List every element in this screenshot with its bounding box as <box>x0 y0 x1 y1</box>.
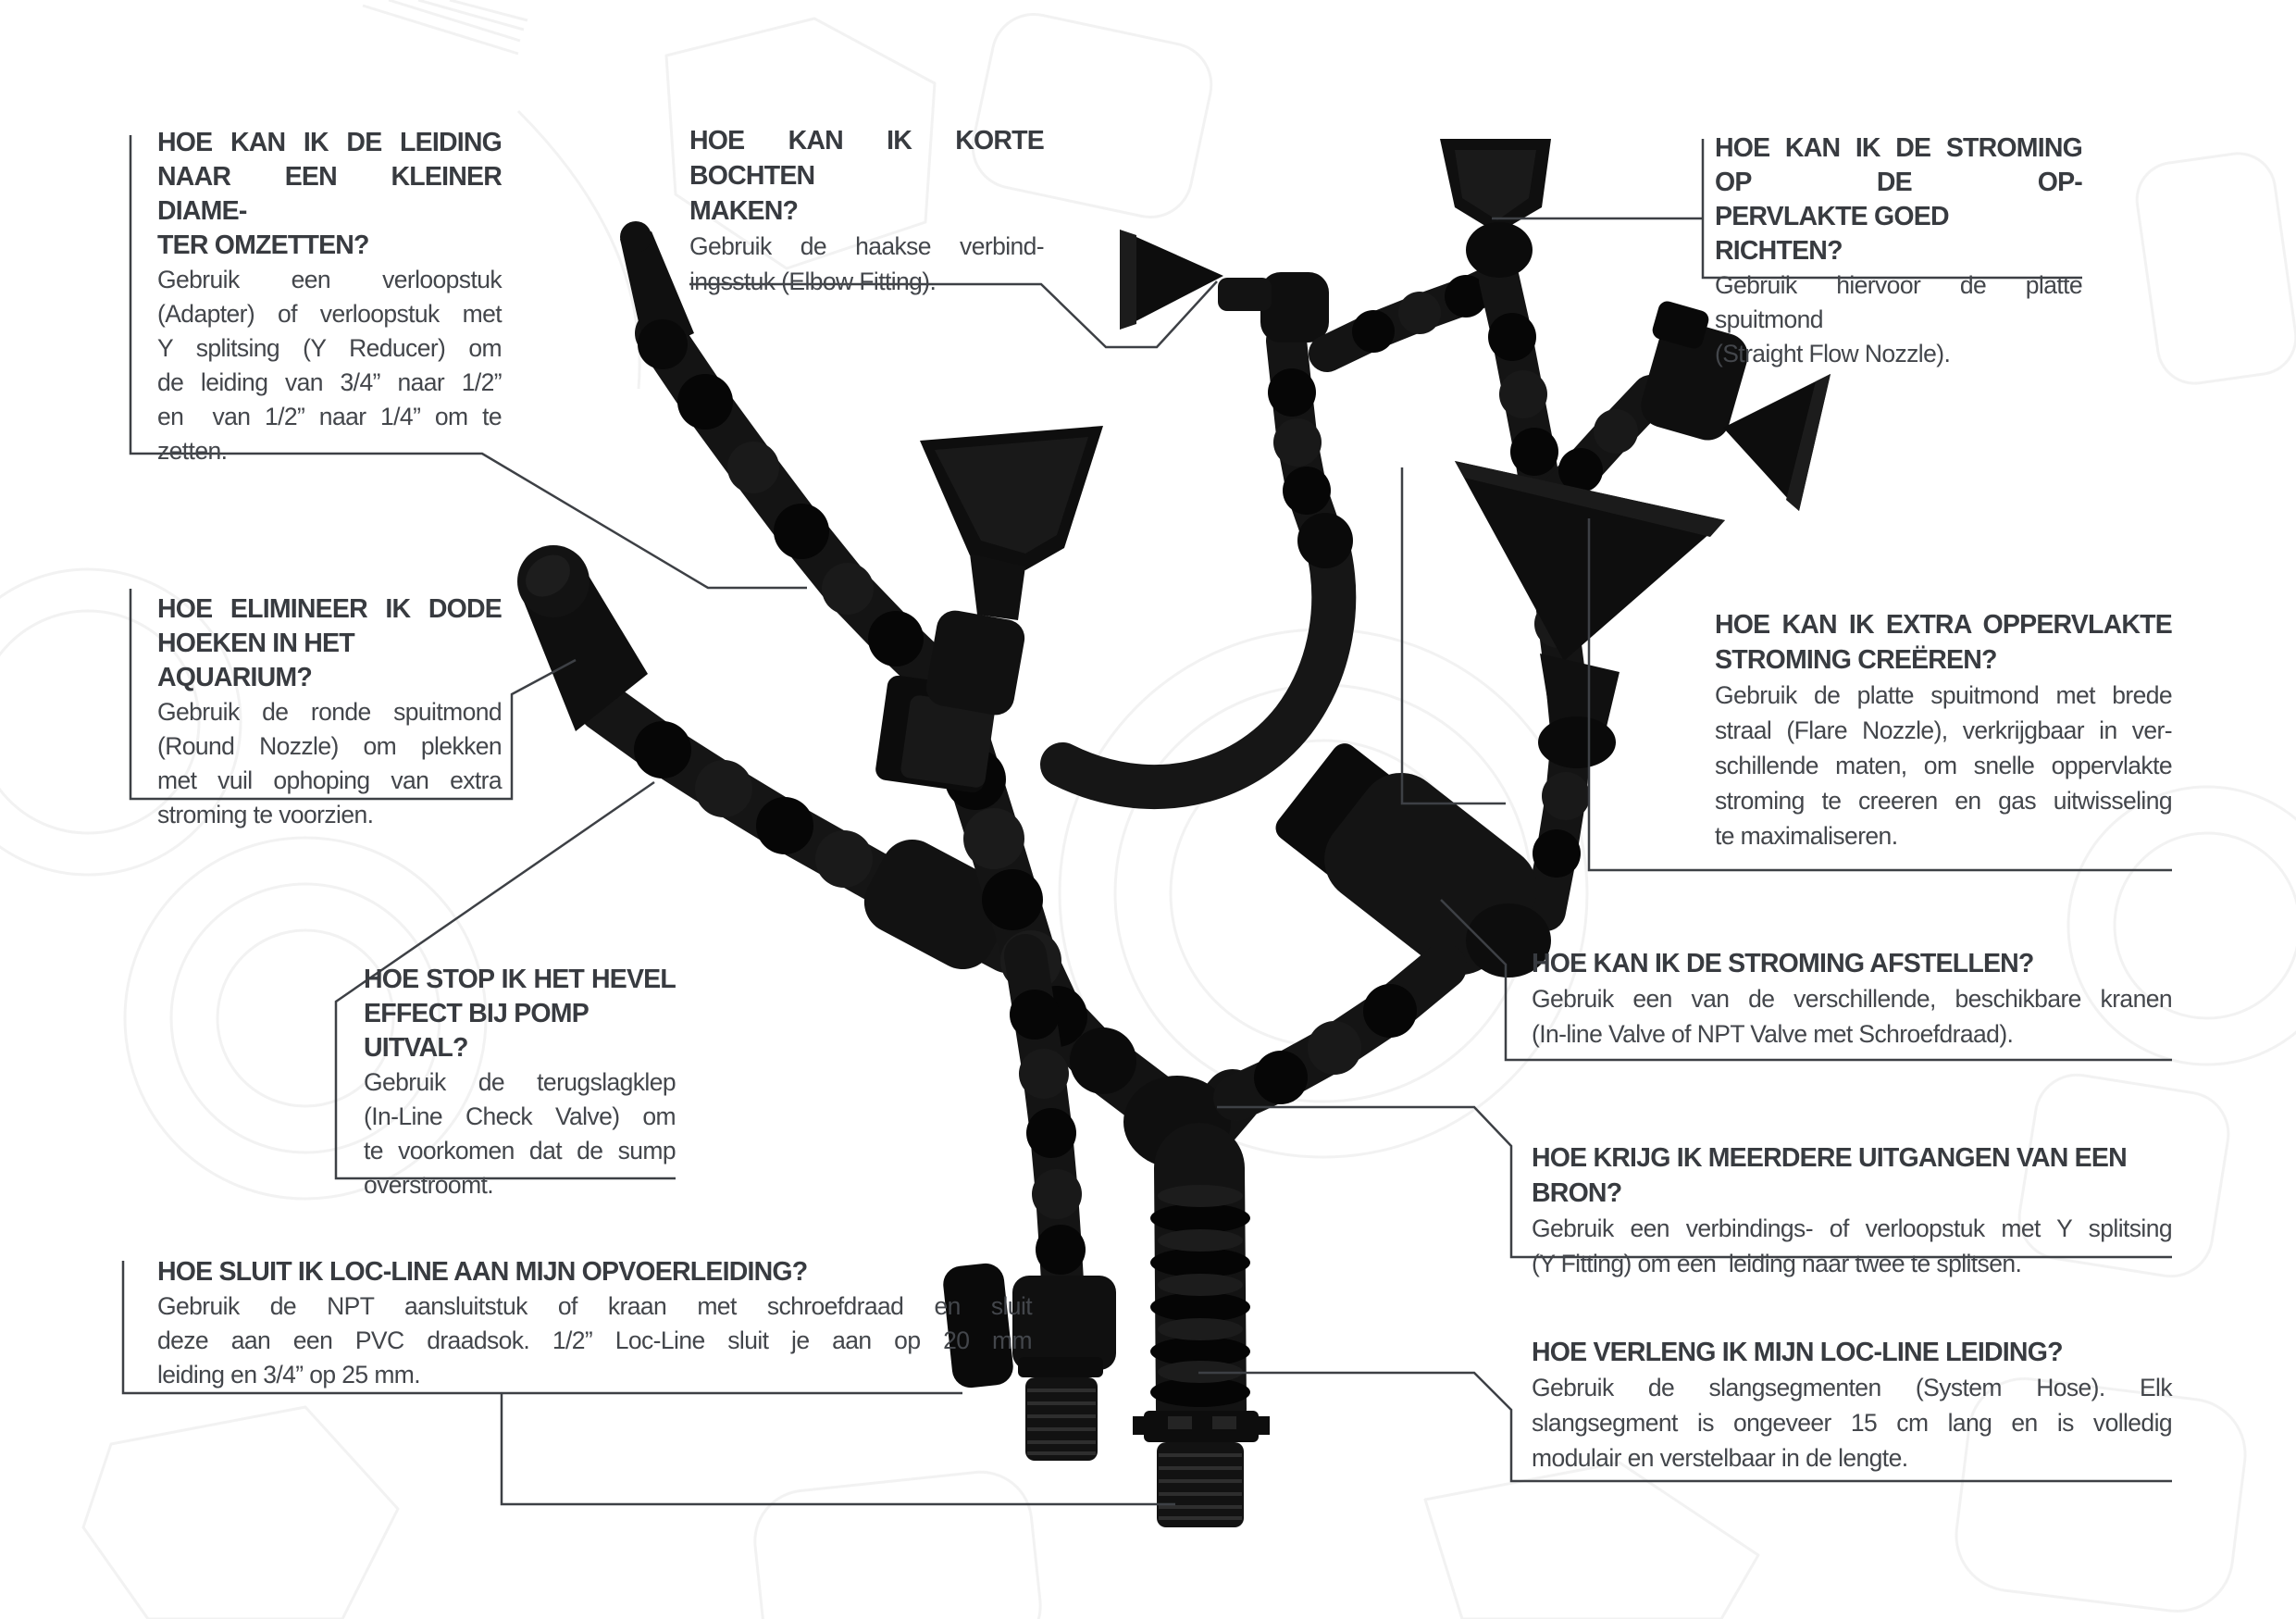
callout-body <box>364 1065 676 1202</box>
text-line: te voorkomen dat de sump <box>364 1137 676 1164</box>
text-line: deze aan een PVC draadsok. 1/2” Loc-Line sluit je aan op 20 mm <box>157 1326 1032 1354</box>
callout-flow-adjustment <box>1532 946 2172 1052</box>
text-line: HOE KAN IK DE LEIDING <box>157 128 502 157</box>
text-line: overstroomt. <box>364 1171 494 1199</box>
text-line: HOE VERLENG IK MIJN LOC-LINE LEIDING? <box>1532 1338 2063 1367</box>
text-line: Gebruik de NPT aansluitstuk of kraan met schroefdraad en sluit <box>157 1292 1032 1320</box>
text-line: en van 1/2” naar 1/4” om te <box>157 403 502 430</box>
text-line: Gebruik de ronde spuitmond <box>157 698 502 726</box>
text-line: schillende maten, om snelle oppervlakte <box>1715 752 2172 779</box>
callout-body <box>1532 1211 2172 1281</box>
callout-title <box>157 1255 1032 1289</box>
text-line: (Round Nozzle) om plekken <box>157 732 502 760</box>
callout-surface-flow-direction <box>1715 131 2090 371</box>
elbow-arm <box>1120 230 1353 568</box>
callout-title <box>1532 1335 2172 1370</box>
text-line: (Y Fitting) om een leiding naar twee te splitsen. <box>1532 1250 2022 1277</box>
text-line: Gebruik een van de verschillende, beschikbare kranen <box>1532 985 2172 1013</box>
callout-body <box>157 1289 1032 1392</box>
text-line: (In-line Valve of NPT Valve met Schroefdraad). <box>1532 1020 2014 1048</box>
text-line: Gebruik een verloopstuk <box>157 266 502 293</box>
text-line: stroming te voorzien. <box>157 801 374 828</box>
text-line: stroming te creeren en gas uitwisseling <box>1715 787 2172 815</box>
text-line: MAKEN? <box>689 196 799 226</box>
callout-body <box>1715 678 2172 853</box>
text-line: de leiding van 3/4” naar 1/2” <box>157 368 502 396</box>
callout-extra-surface-flow <box>1715 607 2172 853</box>
text-line: te maximaliseren. <box>1715 822 1898 850</box>
callout-title <box>157 126 509 263</box>
callout-multiple-outlets <box>1532 1140 2172 1281</box>
text-line: HOE KRIJG IK MEERDERE UITGANGEN VAN EEN BRON? <box>1532 1143 2133 1208</box>
text-line: NAAR EEN KLEINER DIAME- <box>157 162 509 226</box>
callout-title <box>1715 131 2090 268</box>
text-line: HOE ELIMINEER IK DODE <box>157 594 502 624</box>
text-line: PERVLAKTE GOED RICHTEN? <box>1715 202 1955 266</box>
callout-title <box>364 963 676 1065</box>
text-line: (In-Line Check Valve) om <box>364 1102 676 1130</box>
text-line: (Straight Flow Nozzle). <box>1715 340 1951 367</box>
text-line: (Adapter) of verloopstuk met <box>157 300 502 328</box>
text-line: modulair en verstelbaar in de lengte. <box>1532 1444 1908 1472</box>
callout-extend-line <box>1532 1335 2172 1476</box>
text-line: slangsegment is ongeveer 15 cm lang en is volledig <box>1532 1409 2172 1437</box>
flat-nozzle-center <box>920 426 1103 718</box>
callout-body <box>689 229 1044 299</box>
callout-body <box>157 263 502 468</box>
text-line: Gebruik hiervoor de platte spuitmond <box>1715 271 2089 333</box>
inline-valve-large <box>1271 738 1555 991</box>
callout-body <box>1532 981 2172 1052</box>
text-line: Gebruik de slangsegmenten (System Hose). Elk <box>1532 1374 2172 1401</box>
text-line: leiding en 3/4” op 25 mm. <box>157 1361 421 1389</box>
callout-title <box>1715 607 2172 678</box>
bridge-arm <box>1327 275 1494 354</box>
callout-title <box>689 123 1051 229</box>
text-line: HOE KAN IK EXTRA OPPERVLAKTE <box>1715 610 2172 640</box>
trunk-system-hose <box>1133 1168 1270 1527</box>
text-line: Y splitsing (Y Reducer) om <box>157 334 502 362</box>
text-line: Gebruik de platte spuitmond met brede <box>1715 681 2172 709</box>
text-line: HOE SLUIT IK LOC-LINE AAN MIJN OPVOERLEIDING? <box>157 1257 808 1287</box>
text-line: HOE KAN IK DE STROMING OP DE OP- <box>1715 133 2090 197</box>
text-line: EFFECT BIJ POMP UITVAL? <box>364 999 595 1063</box>
text-line: HOEKEN IN HET AQUARIUM? <box>157 629 360 692</box>
text-line: Gebruik een verbindings- of verloopstuk met Y splitsing <box>1532 1214 2172 1242</box>
text-line: HOE KAN IK KORTE BOCHTEN <box>689 126 1051 191</box>
callout-siphon-effect <box>364 963 676 1202</box>
text-line: TER OMZETTEN? <box>157 230 369 260</box>
text-line: ingsstuk (Elbow Fitting). <box>689 268 937 295</box>
text-line: zetten. <box>157 437 228 465</box>
callout-short-bends <box>689 123 1051 299</box>
text-line: met vuil ophoping van extra <box>157 766 502 794</box>
callout-dead-corners <box>157 592 502 832</box>
text-line: Gebruik de haakse verbind- <box>689 232 1044 260</box>
callout-supply-line-connection <box>157 1255 1032 1392</box>
text-line: HOE KAN IK DE STROMING AFSTELLEN? <box>1532 949 2034 978</box>
callout-smaller-diameter <box>157 126 509 468</box>
elbow-fitting <box>1260 272 1329 342</box>
text-line: straal (Flare Nozzle), verkrijgbaar in ver- <box>1715 716 2172 744</box>
callout-body <box>1715 268 2089 371</box>
callout-title <box>157 592 502 695</box>
text-line: STROMING CREËREN? <box>1715 645 1997 675</box>
callout-body <box>1532 1370 2172 1476</box>
callout-body <box>157 695 502 832</box>
text-line: Gebruik de terugslagklep <box>364 1068 676 1096</box>
text-line: HOE STOP IK HET HEVEL <box>364 965 676 994</box>
callout-title <box>1532 946 2172 981</box>
callout-title <box>1532 1140 2172 1211</box>
